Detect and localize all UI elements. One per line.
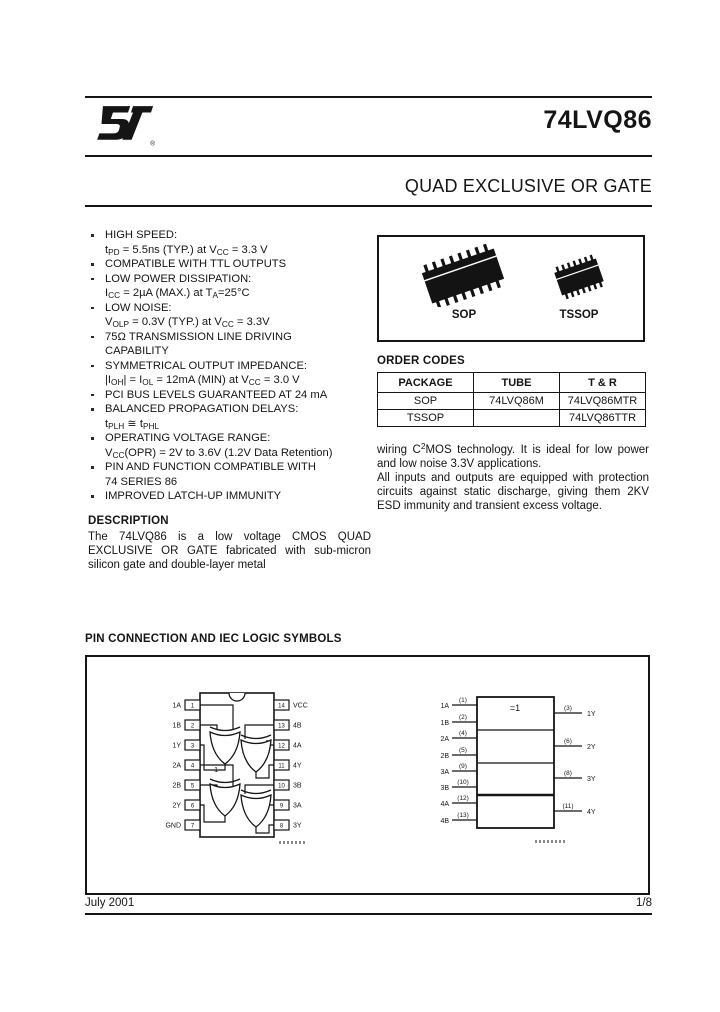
st-logo-icon (90, 101, 156, 147)
feature-text: PIN AND FUNCTION COMPATIBLE WITH (105, 461, 316, 473)
page-title: QUAD EXCLUSIVE OR GATE (404, 176, 652, 196)
header-rule-bottom (85, 205, 652, 207)
iec-input-pin: (4) (459, 730, 467, 737)
pin-section-title: PIN CONNECTION AND IEC LOGIC SYMBOLS (85, 633, 342, 645)
feature-text: PCI BUS LEVELS GUARANTEED AT 24 mA (105, 388, 328, 401)
feature-line (88, 344, 378, 359)
iec-output-name: 3Y (587, 776, 596, 783)
iec-output-name: 2Y (587, 744, 596, 751)
table-header-cell: T & R (560, 373, 646, 393)
dip-pin-name: 2A (172, 762, 181, 770)
feature-text: OPERATING VOLTAGE RANGE: (105, 432, 271, 444)
dip-pin-number: 1 (190, 703, 195, 710)
feature-line (88, 475, 378, 490)
iec-input-pin: (1) (459, 697, 467, 704)
part-number: 74LVQ86 (543, 106, 652, 134)
dip-pin-name: 3B (293, 782, 302, 790)
feature-text: 75Ω TRANSMISSION LINE DRIVING (105, 330, 292, 343)
tssop-label: TSSOP (559, 309, 599, 321)
sop-package-icon (397, 243, 529, 307)
feature-line (88, 402, 378, 417)
dip-pin-number: 8 (279, 823, 284, 830)
figure-code-mark (535, 840, 565, 843)
bullet-icon (91, 466, 94, 469)
dip-pin-number: 3 (190, 743, 195, 750)
figure-code-mark (279, 841, 305, 844)
bullet-icon (91, 234, 94, 237)
feature-line (88, 388, 378, 403)
dip-pin-number: 11 (278, 763, 285, 770)
feature-line (88, 417, 378, 432)
logo-registered-mark: ® (150, 140, 156, 147)
feature-text: $|I_{OH}| = I_{OL} = 12mA$ (MIN) at $V_{CC} = 3.0$ V (105, 374, 300, 387)
feature-text: SYMMETRICAL OUTPUT IMPEDANCE: (105, 359, 308, 372)
bullet-icon (91, 437, 94, 440)
table-header-cell: PACKAGE (378, 373, 474, 393)
table-cell: 74LVQ86M (474, 393, 560, 410)
iec-output-pin: (11) (562, 803, 574, 810)
table-row (378, 410, 646, 427)
iec-output-name: 4Y (587, 809, 596, 816)
dip-pin-name: 1Y (172, 742, 181, 750)
features-list (88, 228, 378, 504)
bullet-icon (91, 365, 94, 368)
feature-text: HIGH SPEED: (105, 229, 178, 241)
bullet-icon (91, 278, 94, 281)
order-codes-table (377, 372, 646, 427)
feature-line (88, 373, 378, 388)
bullet-icon (91, 394, 94, 397)
feature-line (88, 272, 378, 287)
dip-marking: 1 (214, 765, 219, 774)
feature-line (88, 301, 378, 316)
description-paragraph-right-2: All inputs and outputs are equipped with protection circuits against static discharge, giving them 2KV ESD immunity and transient excess voltage. (377, 472, 649, 512)
feature-line (88, 315, 378, 330)
iec-input-pin: (2) (459, 714, 467, 721)
tssop-package-icon (531, 251, 627, 305)
feature-line (88, 460, 378, 475)
feature-text: IMPROVED LATCH-UP IMMUNITY (105, 490, 282, 502)
dip-pin-name: 1A (172, 702, 181, 710)
dip-pin-number: 13 (278, 723, 285, 730)
header-rule-mid (85, 155, 652, 157)
dip-pin-name: 1B (172, 722, 181, 730)
iec-input-pin: (13) (457, 812, 469, 819)
feature-text: $I_{CC} = 2\mu A$ (MAX.) at $T_A=25^\circ C$ (105, 287, 250, 300)
iec-input-name: 3B (440, 785, 449, 792)
table-header-row (378, 373, 646, 393)
table-cell: 74LVQ86TTR (560, 410, 646, 427)
footer-rule (85, 913, 652, 915)
description-paragraph-right-1: wiring $C^2MOS$ technology. It is ideal for low power and low noise 3.3V applications. (377, 441, 649, 470)
dip-pin-number: 5 (190, 783, 195, 790)
dip-pin-name: 2B (172, 782, 181, 790)
dip-pin-number: 7 (190, 823, 195, 830)
feature-line (88, 489, 378, 504)
iec-logic-symbol (422, 682, 617, 852)
iec-input-name: 2A (440, 736, 449, 743)
bullet-icon (91, 336, 94, 339)
feature-line (88, 257, 378, 272)
dip-pin-number: 10 (278, 783, 285, 790)
table-cell (474, 410, 560, 427)
table-header-cell: TUBE (474, 373, 560, 393)
dip-pin-number: 14 (278, 703, 285, 710)
feature-text: BALANCED PROPAGATION DELAYS: (105, 403, 299, 415)
feature-text: COMPATIBLE WITH TTL OUTPUTS (105, 258, 287, 270)
table-cell: 74LVQ86MTR (560, 393, 646, 410)
dip-pin-number: 6 (190, 803, 195, 810)
dip-pin-name: 4A (293, 742, 302, 750)
feature-text: $V_{CC}(OPR) = 2V$ to 3.6V (1.2V Data Retention) (105, 446, 333, 460)
bullet-icon (91, 263, 94, 266)
feature-text: 74 SERIES 86 (105, 475, 178, 488)
feature-line (88, 243, 378, 258)
feature-line (88, 431, 378, 446)
table-row (378, 393, 646, 410)
footer-date: July 2001 (85, 897, 135, 909)
iec-input-name: 1B (440, 720, 449, 727)
dip-pin-number: 4 (190, 763, 195, 770)
iec-input-name: 2B (440, 753, 449, 760)
header-rule-top (85, 96, 652, 98)
footer-page-number: 1/8 (636, 897, 652, 909)
feature-text: CAPABILITY (105, 345, 169, 357)
feature-line (88, 286, 378, 301)
dip-pin-number: 12 (278, 743, 285, 750)
feature-text: $t_{PD} = 5.5ns$ (TYP.) at $V_{CC} = 3.3$ V (105, 243, 268, 257)
dip-pin-name: VCC (293, 702, 308, 710)
feature-line (88, 446, 378, 461)
iec-output-pin: (6) (564, 738, 572, 745)
dip-pin-name: GND (165, 822, 181, 830)
feature-line (88, 330, 378, 345)
dip-pin-name: 4Y (293, 762, 302, 770)
iec-output-name: 1Y (587, 711, 596, 718)
package-pictures-box (377, 235, 645, 342)
iec-input-name: 1A (440, 703, 449, 710)
iec-input-name: 4B (440, 818, 449, 825)
description-paragraph-left: The 74LVQ86 is a low voltage CMOS QUAD EXCLUSIVE OR GATE fabricated with sub-micron silicon gate and double-layer metal (88, 531, 371, 571)
order-codes-title: ORDER CODES (377, 355, 465, 367)
dip-pin-name: 3Y (293, 822, 302, 830)
feature-line (88, 228, 378, 243)
dip-pin-name: 3A (293, 802, 302, 810)
dip-pinout-diagram (157, 682, 312, 850)
table-cell: TSSOP (378, 410, 474, 427)
table-cell: SOP (378, 393, 474, 410)
iec-input-pin: (12) (457, 795, 469, 802)
feature-text: LOW POWER DISSIPATION: (105, 272, 252, 285)
feature-text: $t_{PLH}$ ≅ $t_{PHL}$ (105, 417, 160, 431)
dip-pin-name: 2Y (172, 802, 181, 810)
iec-input-pin: (5) (459, 747, 467, 754)
bullet-icon (91, 495, 94, 498)
iec-input-name: 4A (440, 801, 449, 808)
iec-output-pin: (3) (564, 705, 572, 712)
dip-pin-name: 4B (293, 722, 302, 730)
feature-text: LOW NOISE: (105, 301, 172, 314)
iec-output-pin: (8) (564, 770, 572, 777)
bullet-icon (91, 408, 94, 411)
iec-gate-label: =1 (509, 703, 521, 713)
pin-diagram-box (85, 655, 650, 895)
description-title: DESCRIPTION (88, 515, 169, 527)
feature-text: $V_{OLP} = 0.3V$ (TYP.) at $V_{CC} = 3.3V$ (105, 316, 270, 329)
bullet-icon (91, 307, 94, 310)
dip-pin-number: 9 (279, 803, 284, 810)
feature-line (88, 359, 378, 374)
iec-input-pin: (10) (457, 779, 469, 786)
sop-label: SOP (451, 309, 477, 321)
iec-input-pin: (9) (459, 763, 467, 770)
iec-input-name: 3A (440, 769, 449, 776)
dip-pin-number: 2 (190, 723, 195, 730)
